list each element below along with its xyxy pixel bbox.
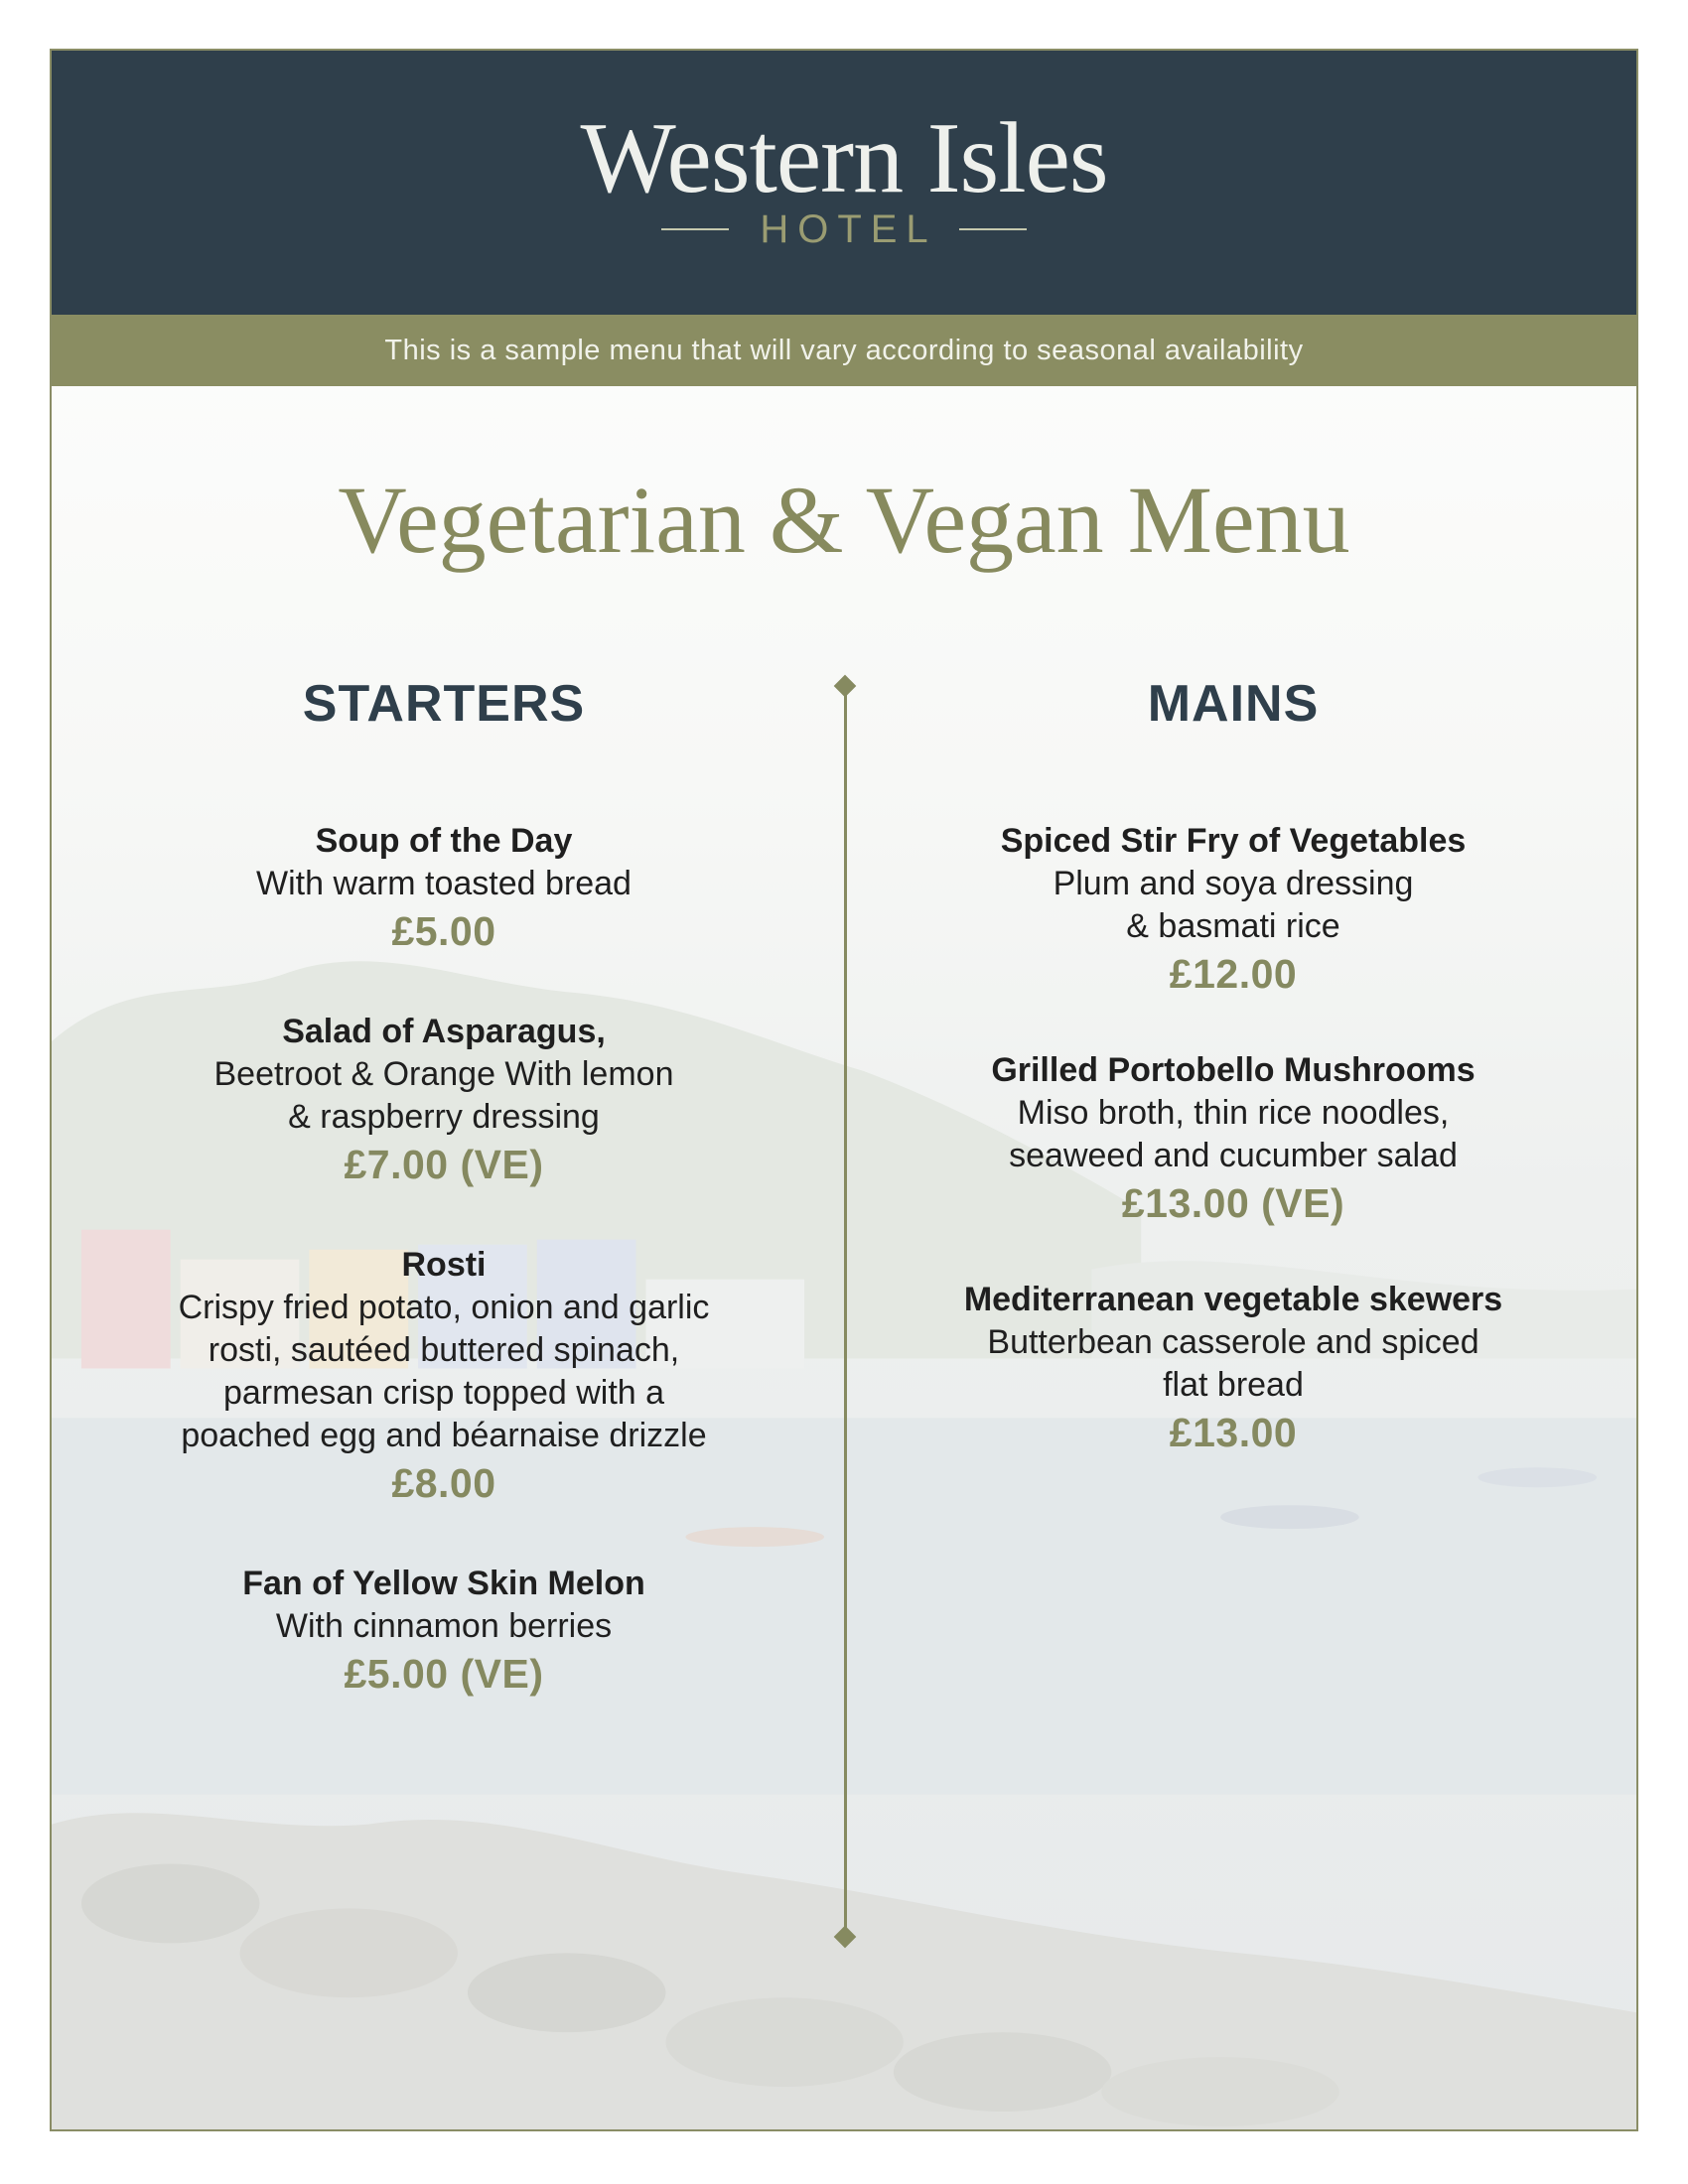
item-name: Spiced Stir Fry of Vegetables bbox=[1000, 822, 1467, 861]
item-description: With warm toasted bread bbox=[256, 865, 632, 903]
notice-band bbox=[52, 315, 1636, 386]
item-price: £8.00 bbox=[391, 1460, 496, 1507]
item-name: Salad of Asparagus, bbox=[282, 1013, 606, 1051]
header-bar bbox=[52, 51, 1636, 315]
item-description: Miso broth, thin rice noodles, seaweed and cucumber salad bbox=[1009, 1094, 1458, 1175]
seasonal-notice: This is a sample menu that will vary according to seasonal availability bbox=[384, 334, 1304, 366]
item-price: £5.00 (VE) bbox=[344, 1651, 544, 1698]
item-name: Fan of Yellow Skin Melon bbox=[242, 1565, 645, 1603]
logo-rule-right bbox=[959, 228, 1027, 230]
hotel-logo-subtitle bbox=[52, 209, 1636, 249]
item-description: Plum and soya dressing & basmati rice bbox=[1053, 865, 1414, 946]
starters-column bbox=[106, 676, 781, 1753]
item-price: £5.00 bbox=[391, 908, 496, 955]
menu-item bbox=[106, 1244, 781, 1509]
item-price: £12.00 bbox=[1169, 951, 1298, 998]
item-description: Butterbean casserole and spiced flat bread bbox=[987, 1323, 1479, 1405]
menu-item bbox=[106, 1563, 781, 1700]
item-description: With cinnamon berries bbox=[275, 1607, 613, 1646]
menu-item bbox=[896, 1049, 1571, 1229]
menu-item bbox=[106, 820, 781, 957]
item-name: Grilled Portobello Mushrooms bbox=[991, 1051, 1476, 1090]
item-name: Rosti bbox=[401, 1246, 487, 1285]
menu-item bbox=[896, 820, 1571, 1000]
item-price: £13.00 bbox=[1169, 1410, 1298, 1456]
column-divider bbox=[844, 686, 847, 1937]
menu-item bbox=[896, 1279, 1571, 1458]
item-name: Soup of the Day bbox=[315, 822, 573, 861]
menu-item bbox=[106, 1011, 781, 1190]
starters-heading: STARTERS bbox=[302, 675, 586, 733]
item-price: £13.00 (VE) bbox=[1121, 1180, 1345, 1227]
item-description: Beetroot & Orange With lemon & raspberry dressing bbox=[213, 1055, 674, 1137]
mains-heading: MAINS bbox=[1147, 675, 1320, 733]
item-description: Crispy fried potato, onion and garlic rosti, sautéed buttered spinach, parmesan crisp topped with a poached egg and béarnaise drizzle bbox=[178, 1289, 710, 1455]
hotel-logo-sub: HOTEL bbox=[760, 207, 937, 251]
menu-title: Vegetarian & Vegan Menu bbox=[338, 467, 1350, 573]
logo-rule-left bbox=[661, 228, 729, 230]
item-price: £7.00 (VE) bbox=[344, 1142, 544, 1188]
mains-column bbox=[896, 676, 1571, 1508]
hotel-logo-name: Western Isles bbox=[580, 102, 1108, 214]
menu-page bbox=[50, 49, 1638, 2131]
item-name: Mediterranean vegetable skewers bbox=[963, 1281, 1503, 1319]
